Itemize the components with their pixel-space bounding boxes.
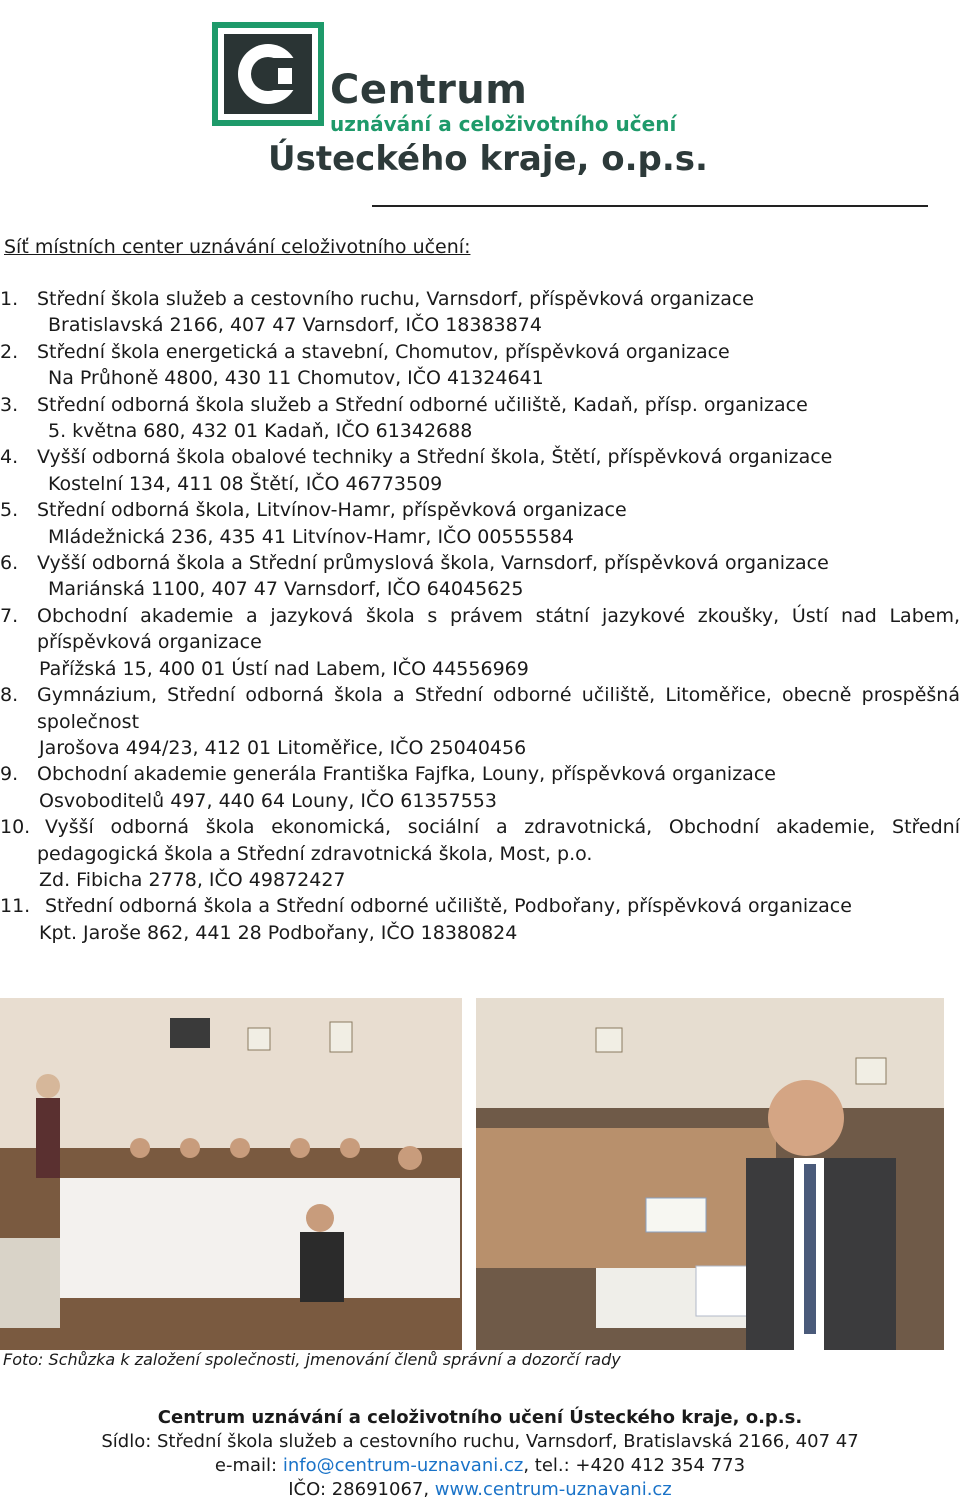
list-item <box>0 339 960 392</box>
footer-ico: IČO: 28691067, <box>288 1479 435 1500</box>
item-address: Zd. Fibicha 2778, IČO 49872427 <box>39 868 346 891</box>
organization-logo <box>212 18 757 136</box>
item-number: 7. <box>0 604 19 627</box>
item-number: 6. <box>0 552 19 575</box>
item-name: Střední odborná škola služeb a Střední odborné učiliště, Kadaň, přísp. organizace <box>37 393 808 416</box>
footer-email-label: e-mail: <box>214 1455 283 1476</box>
item-address: Mládežnická 236, 435 41 Litvínov-Hamr, IČO 00555584 <box>48 525 575 548</box>
list-item <box>0 497 960 550</box>
item-name: Vyšší odborná škola ekonomická, sociální a zdravotnická, Obchodní akademie, Střední pedagogická škola a Střední zdravotnická škola, Most, p.o. <box>37 816 960 865</box>
item-address: Pařížská 15, 400 01 Ústí nad Labem, IČO 44556969 <box>39 657 529 680</box>
item-address: 5. května 680, 432 01 Kadaň, IČO 61342688 <box>48 420 473 443</box>
meeting-photo <box>0 998 462 1350</box>
item-name: Vyšší odborná škola obalové techniky a Střední škola, Štětí, příspěvková organizace <box>37 446 833 469</box>
item-address: Jarošova 494/23, 412 01 Litoměřice, IČO 25040456 <box>39 736 527 759</box>
item-number: 2. <box>0 340 19 363</box>
item-number: 8. <box>0 684 19 707</box>
item-address: Na Průhoně 4800, 430 11 Chomutov, IČO 41324641 <box>48 367 544 390</box>
item-number: 10. <box>0 816 31 839</box>
website-link[interactable]: www.centrum-uznavani.cz <box>434 1479 672 1500</box>
item-name: Vyšší odborná škola a Střední průmyslová škola, Varnsdorf, příspěvková organizace <box>37 552 829 575</box>
photo-gallery <box>0 998 960 1350</box>
list-item <box>0 814 960 893</box>
logo-tagline: uznávání a celoživotního učení <box>330 112 677 136</box>
item-number: 5. <box>0 499 19 522</box>
page-title: Ústeckého kraje, o.p.s. <box>268 139 708 179</box>
item-address: Kpt. Jaroše 862, 441 28 Podbořany, IČO 18380824 <box>39 921 518 944</box>
footer-seat: Sídlo: Střední škola služeb a cestovního ruchu, Varnsdorf, Bratislavská 2166, 407 47 <box>101 1431 859 1452</box>
list-item <box>0 682 960 761</box>
item-address: Mariánská 1100, 407 47 Varnsdorf, IČO 64045625 <box>48 578 524 601</box>
item-address: Bratislavská 2166, 407 47 Varnsdorf, IČO 18383874 <box>48 314 542 337</box>
center-list <box>0 286 960 946</box>
item-name: Střední škola služeb a cestovního ruchu, Varnsdorf, příspěvková organizace <box>37 288 754 310</box>
footer-registration <box>0 1478 960 1502</box>
item-name: Střední škola energetická a stavební, Chomutov, příspěvková organizace <box>37 340 730 363</box>
item-number: 4. <box>0 446 19 469</box>
item-name: Střední odborná škola a Střední odborné učiliště, Podbořany, příspěvková organizace <box>45 895 852 918</box>
item-number: 9. <box>0 763 19 786</box>
page-footer <box>0 1406 960 1502</box>
item-name: Střední odborná škola, Litvínov-Hamr, příspěvková organizace <box>37 499 627 522</box>
item-name: Obchodní akademie a jazyková škola s právem státní jazykové zkoušky, Ústí nad Labem, příspěvková organizace <box>37 604 960 654</box>
item-address: Osvoboditelů 497, 440 64 Louny, IČO 61357553 <box>39 789 497 812</box>
list-item <box>0 761 960 814</box>
list-item <box>0 550 960 603</box>
footer-phone: , tel.: +420 412 354 773 <box>523 1455 746 1476</box>
list-item <box>0 392 960 445</box>
logo-name: Centrum <box>330 67 528 113</box>
item-name: Gymnázium, Střední odborná škola a Střední odborné učiliště, Litoměřice, obecně prospěšná společnost <box>37 684 960 733</box>
list-item <box>0 603 960 682</box>
footer-contact <box>0 1454 960 1478</box>
item-number: 3. <box>0 393 19 416</box>
network-heading: Síť místních center uznávání celoživotního učení: <box>4 236 471 258</box>
item-number: 1. <box>0 288 19 310</box>
logo-mark-icon <box>212 22 324 126</box>
email-link[interactable]: info@centrum-uznavani.cz <box>282 1455 524 1476</box>
handover-photo <box>476 998 944 1350</box>
list-item <box>0 893 960 946</box>
footer-org-name: Centrum uznávání a celoživotního učení Ústeckého kraje, o.p.s. <box>157 1407 803 1428</box>
photo-caption: Foto: Schůzka k založení společnosti, jmenování členů správní a dozorčí rady <box>3 1350 621 1369</box>
list-item <box>0 444 960 497</box>
title-divider <box>372 205 928 207</box>
item-number: 11. <box>0 895 31 918</box>
list-item <box>0 286 960 339</box>
item-name: Obchodní akademie generála Františka Fajfka, Louny, příspěvková organizace <box>37 763 776 786</box>
item-address: Kostelní 134, 411 08 Štětí, IČO 46773509 <box>48 472 443 495</box>
